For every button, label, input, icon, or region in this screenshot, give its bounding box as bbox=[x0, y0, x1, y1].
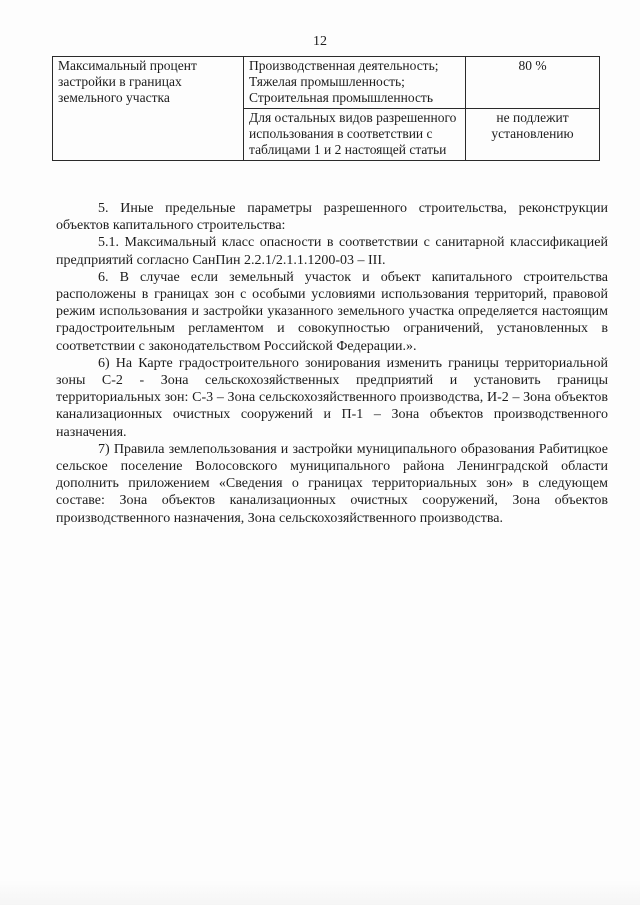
use-line: Тяжелая промышленность; bbox=[249, 74, 405, 89]
table-cell-use: Для остальных видов разрешенного использования в соответствии с таблицами 1 и 2 настоящей статьи bbox=[244, 109, 466, 161]
paragraph-7: 7) Правила землепользования и застройки муниципального образования Рабитицкое сельское поселение Волосовского муниципального района Ленинградской области дополнить приложением «Сведения о границах территориальных зон» в следующем составе: Зона объектов канализационных очистных сооружений, Зона объектов производственного назначения, Зона сельскохозяйственного производства. bbox=[56, 441, 608, 526]
body-text bbox=[56, 200, 608, 527]
table-cell-use bbox=[244, 57, 466, 109]
use-line: Производственная деятельность; bbox=[249, 58, 439, 73]
paragraph-6: 6. В случае если земельный участок и объект капитального строительства расположены в границах зон с особыми условиями использования территорий, правовой режим использования и застройки указанного земельного участка определяется настоящим градостроительным регламентом и совокупностью ограничений, установленных в соответствии с законодательством Российской Федерации.». bbox=[56, 269, 608, 354]
paragraph-5-1: 5.1. Максимальный класс опасности в соответствии с санитарной классификацией предприятий согласно СанПин 2.2.1/2.1.1.1200-03 – III. bbox=[56, 235, 608, 268]
table-cell-parameter: Максимальный процент застройки в границах земельного участка bbox=[53, 57, 244, 161]
table-cell-value: 80 % bbox=[466, 57, 600, 109]
parameters-table bbox=[52, 56, 600, 161]
use-line: Строительная промышленность bbox=[249, 90, 433, 105]
paragraph-5: 5. Иные предельные параметры разрешенного строительства, реконструкции объектов капитального строительства: bbox=[56, 201, 608, 234]
table-cell-value: не подлежит установлению bbox=[466, 109, 600, 161]
table-row bbox=[53, 57, 600, 109]
page-number: 12 bbox=[313, 34, 327, 49]
paragraph-6-map: 6) На Карте градостроительного зонирования изменить границы территориальной зоны С-2 - Зона сельскохозяйственных предприятий и установить границы территориальных зон: С-3 – Зона сельскохозяйственного производства, И-2 – Зона объектов канализационных очистных сооружений и П-1 – Зона объектов производственного назначения. bbox=[56, 355, 608, 440]
scan-edge-shading bbox=[0, 880, 640, 905]
